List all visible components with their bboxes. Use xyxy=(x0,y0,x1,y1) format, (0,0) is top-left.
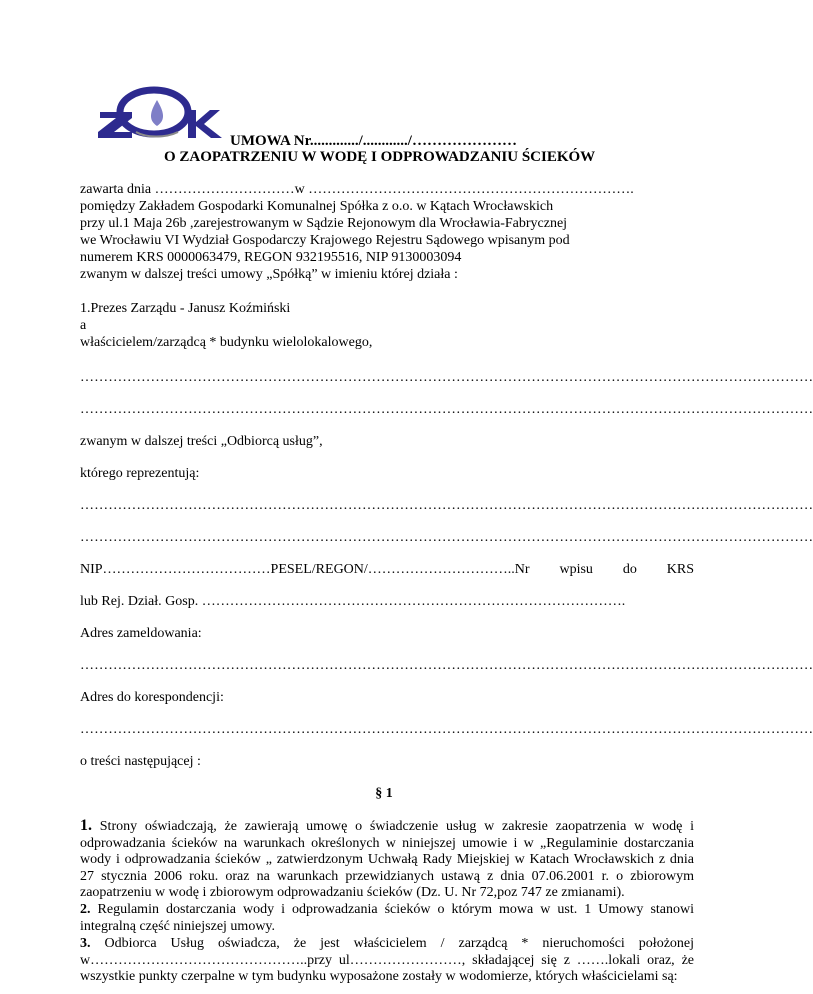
company-logo xyxy=(96,86,226,140)
logo-letter-k xyxy=(188,110,222,138)
contract-subtitle: O ZAOPATRZENIU W WODĘ I ODPROWADZANIU ŚCIEKÓW xyxy=(164,149,596,165)
receiver-label: zwanym w dalszej treści „Odbiorcą usług”, xyxy=(80,434,323,449)
intro-line: numerem KRS 0000063479, REGON 932195516, NIP 9130003094 xyxy=(80,250,462,265)
paragraph-text: Strony oświadczają, że zawierają umowę o świadczenie usług w zakresie zaopatrzenia w wodę i odprowadzania ścieków na warunkach określonych w niniejszej umowie i w „Regulaminie dostarczania wody i odprowadzania ścieków „ zatwierdzonym Uchwałą Rady Miejskiej w Katach Wrocławskich z dnia 27 stycznia 2006 roku. oraz na warunkach przewidzianych ustawą z dnia 07.06.2001 r. o zbiorowym zaopatrzeniu w wodę i zbiorowym odprowadzaniu ścieków (Dz. U. Nr 72,poz 747 ze zmianami). xyxy=(80,819,694,900)
contract-title: UMOWA Nr............./............/………………… xyxy=(230,133,517,149)
intro-line: pomiędzy Zakładem Gospodarki Komunalnej Spółka z o.o. w Kątach Wrocławskich xyxy=(80,199,554,214)
intro-line: zawarta dnia …………………………w ……………………………………………………………. xyxy=(80,182,634,197)
paragraph-number: 1. xyxy=(80,817,92,834)
correspondence-blank-line[interactable]: ………………………………………………………………………………………………………………………………………… xyxy=(80,722,813,737)
blank-line[interactable]: ………………………………………………………………………………………………………………………………………… xyxy=(80,402,813,417)
representative-line: 1.Prezes Zarządu - Janusz Koźmiński xyxy=(80,301,291,316)
intro-line: zwanym w dalszej treści umowy „Spółką” w imieniu której działa : xyxy=(80,267,458,282)
address-blank-line[interactable]: ………………………………………………………………………………………………………………………………………… xyxy=(80,658,813,673)
blank-line[interactable]: ………………………………………………………………………………………………………………………………………… xyxy=(80,498,813,513)
correspondence-label: Adres do korespondencji: xyxy=(80,690,224,705)
krs-line[interactable]: lub Rej. Dział. Gosp. ………………………………………………………………………………. xyxy=(80,594,626,609)
address-label: Adres zameldowania: xyxy=(80,626,202,641)
nip-pesel-krs-line[interactable]: NIP………………………………PESEL/REGON/…………………………..Nr wpisu do KRS xyxy=(80,562,694,577)
paragraph-2 xyxy=(80,902,694,935)
representative-line: a xyxy=(80,318,87,333)
represented-label: którego reprezentują: xyxy=(80,466,200,481)
paragraph-number: 3. xyxy=(80,936,91,951)
representative-line: właścicielem/zarządcą * budynku wielolokalowego, xyxy=(80,335,373,350)
blank-line[interactable]: ………………………………………………………………………………………………………………………………………… xyxy=(80,530,813,545)
paragraph-text: Regulamin dostarczania wody i odprowadzania ścieków o którym mowa w ust. 1 Umowy stanowi integralną część niniejszej umowy. xyxy=(80,902,694,934)
content-label: o treści następującej : xyxy=(80,754,201,769)
paragraph-1 xyxy=(80,818,694,902)
paragraph-3 xyxy=(80,936,694,986)
logo-drop-icon xyxy=(151,100,163,126)
intro-line: przy ul.1 Maja 26b ,zarejestrowanym w Sądzie Rejonowym dla Wrocławia-Fabrycznej xyxy=(80,216,568,231)
blank-line[interactable]: ………………………………………………………………………………………………………………………………………… xyxy=(80,370,813,385)
intro-line: we Wrocławiu VI Wydział Gospodarczy Krajowego Rejestru Sądowego wpisanym pod xyxy=(80,233,570,248)
paragraph-number: 2. xyxy=(80,902,91,917)
paragraph-text: Odbiorca Usług oświadcza, że jest właścicielem / zarządcą * nieruchomości położonej w………………………………………..przy ul……………………, składającej się z …….lokali oraz, że wszystkie punkty czerpalne w tym budynku wyposażone zostały w wodomierze, których właścicielami są: xyxy=(80,936,695,984)
section-heading: § 1 xyxy=(375,786,393,801)
